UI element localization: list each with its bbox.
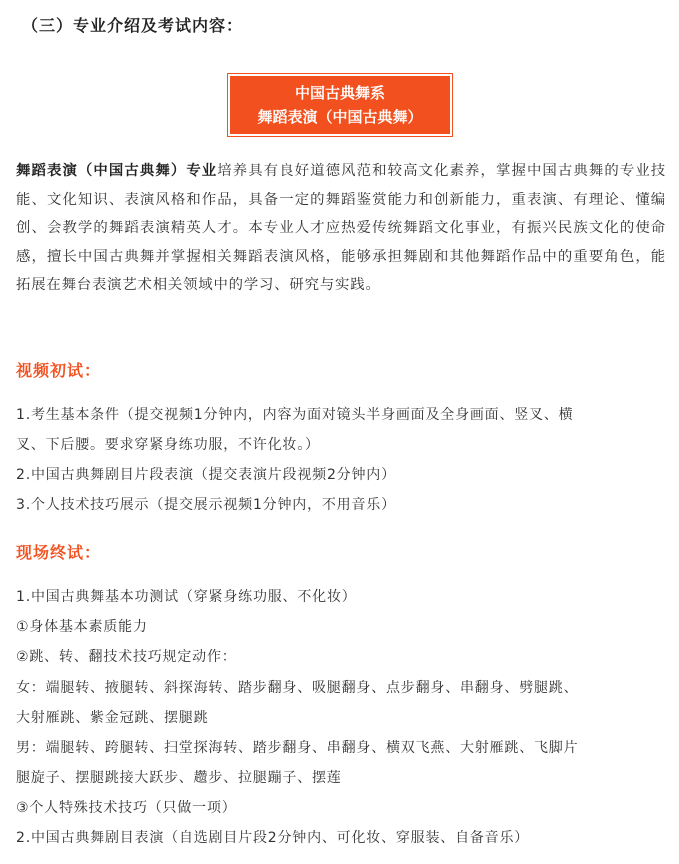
major-introduction [16, 157, 666, 300]
banner-major-name: 舞蹈表演（中国古典舞） [257, 108, 423, 126]
video-round-item: 2.中国古典舞剧目片段表演（提交表演片段视频2分钟内） [16, 467, 396, 483]
major-introduction-lead: 舞蹈表演（中国古典舞）专业 [16, 163, 218, 179]
video-round-item: 3.个人技术技巧展示（提交展示视频1分钟内，不用音乐） [16, 497, 396, 513]
banner-department-name: 中国古典舞系 [294, 84, 385, 102]
onsite-round-item: 2.中国古典舞剧目表演（自选剧目片段2分钟内、可化妆、穿服装、自备音乐） [16, 830, 530, 846]
onsite-round-heading: 现场终试： [16, 543, 102, 562]
video-round-item: 1.考生基本条件（提交视频1分钟内，内容为面对镜头半身画面及全身画面、竖叉、横 [16, 407, 574, 423]
major-introduction-body: 培养具有良好道德风范和较高文化素养，掌握中国古典舞的专业技能、文化知识、表演风格和作品，具备一定的舞蹈鉴赏能力和创新能力，重表演、有理论、懂编创、会教学的舞蹈表演精英人才。本专业人才应热爱传统舞蹈文化事业，有振兴民族文化的使命感，擅长中国古典舞并掌握相关舞蹈表演风格，能够承担舞剧和其他舞蹈作品中的重要角色，能拓展在舞台表演艺术相关领域中的学习、研究与实践。 [16, 163, 666, 294]
onsite-round-item: 腿旋子、摆腿跳接大跃步、趱步、拉腿蹦子、摆莲 [16, 770, 342, 786]
section-title: （三）专业介绍及考试内容： [22, 16, 244, 35]
onsite-round-item: ①身体基本素质能力 [16, 619, 148, 635]
onsite-round-item: 1.中国古典舞基本功测试（穿紧身练功服、不化妆） [16, 589, 357, 605]
onsite-round-item: 女：端腿转、掖腿转、斜探海转、踏步翻身、吸腿翻身、点步翻身、串翻身、劈腿跳、 [16, 680, 579, 696]
onsite-round-item: 男：端腿转、跨腿转、扫堂探海转、踏步翻身、串翻身、横双飞燕、大射雁跳、飞脚片 [16, 740, 579, 756]
department-banner [230, 76, 450, 134]
video-round-heading: 视频初试： [16, 361, 102, 380]
onsite-round-item: 大射雁跳、紫金冠跳、摆腿跳 [16, 710, 209, 726]
onsite-round-item: ②跳、转、翻技术技巧规定动作： [16, 649, 237, 665]
video-round-item: 叉、下后腰。要求穿紧身练功服，不许化妆。） [16, 437, 320, 453]
onsite-round-item: ③个人特殊技术技巧（只做一项） [16, 800, 237, 816]
